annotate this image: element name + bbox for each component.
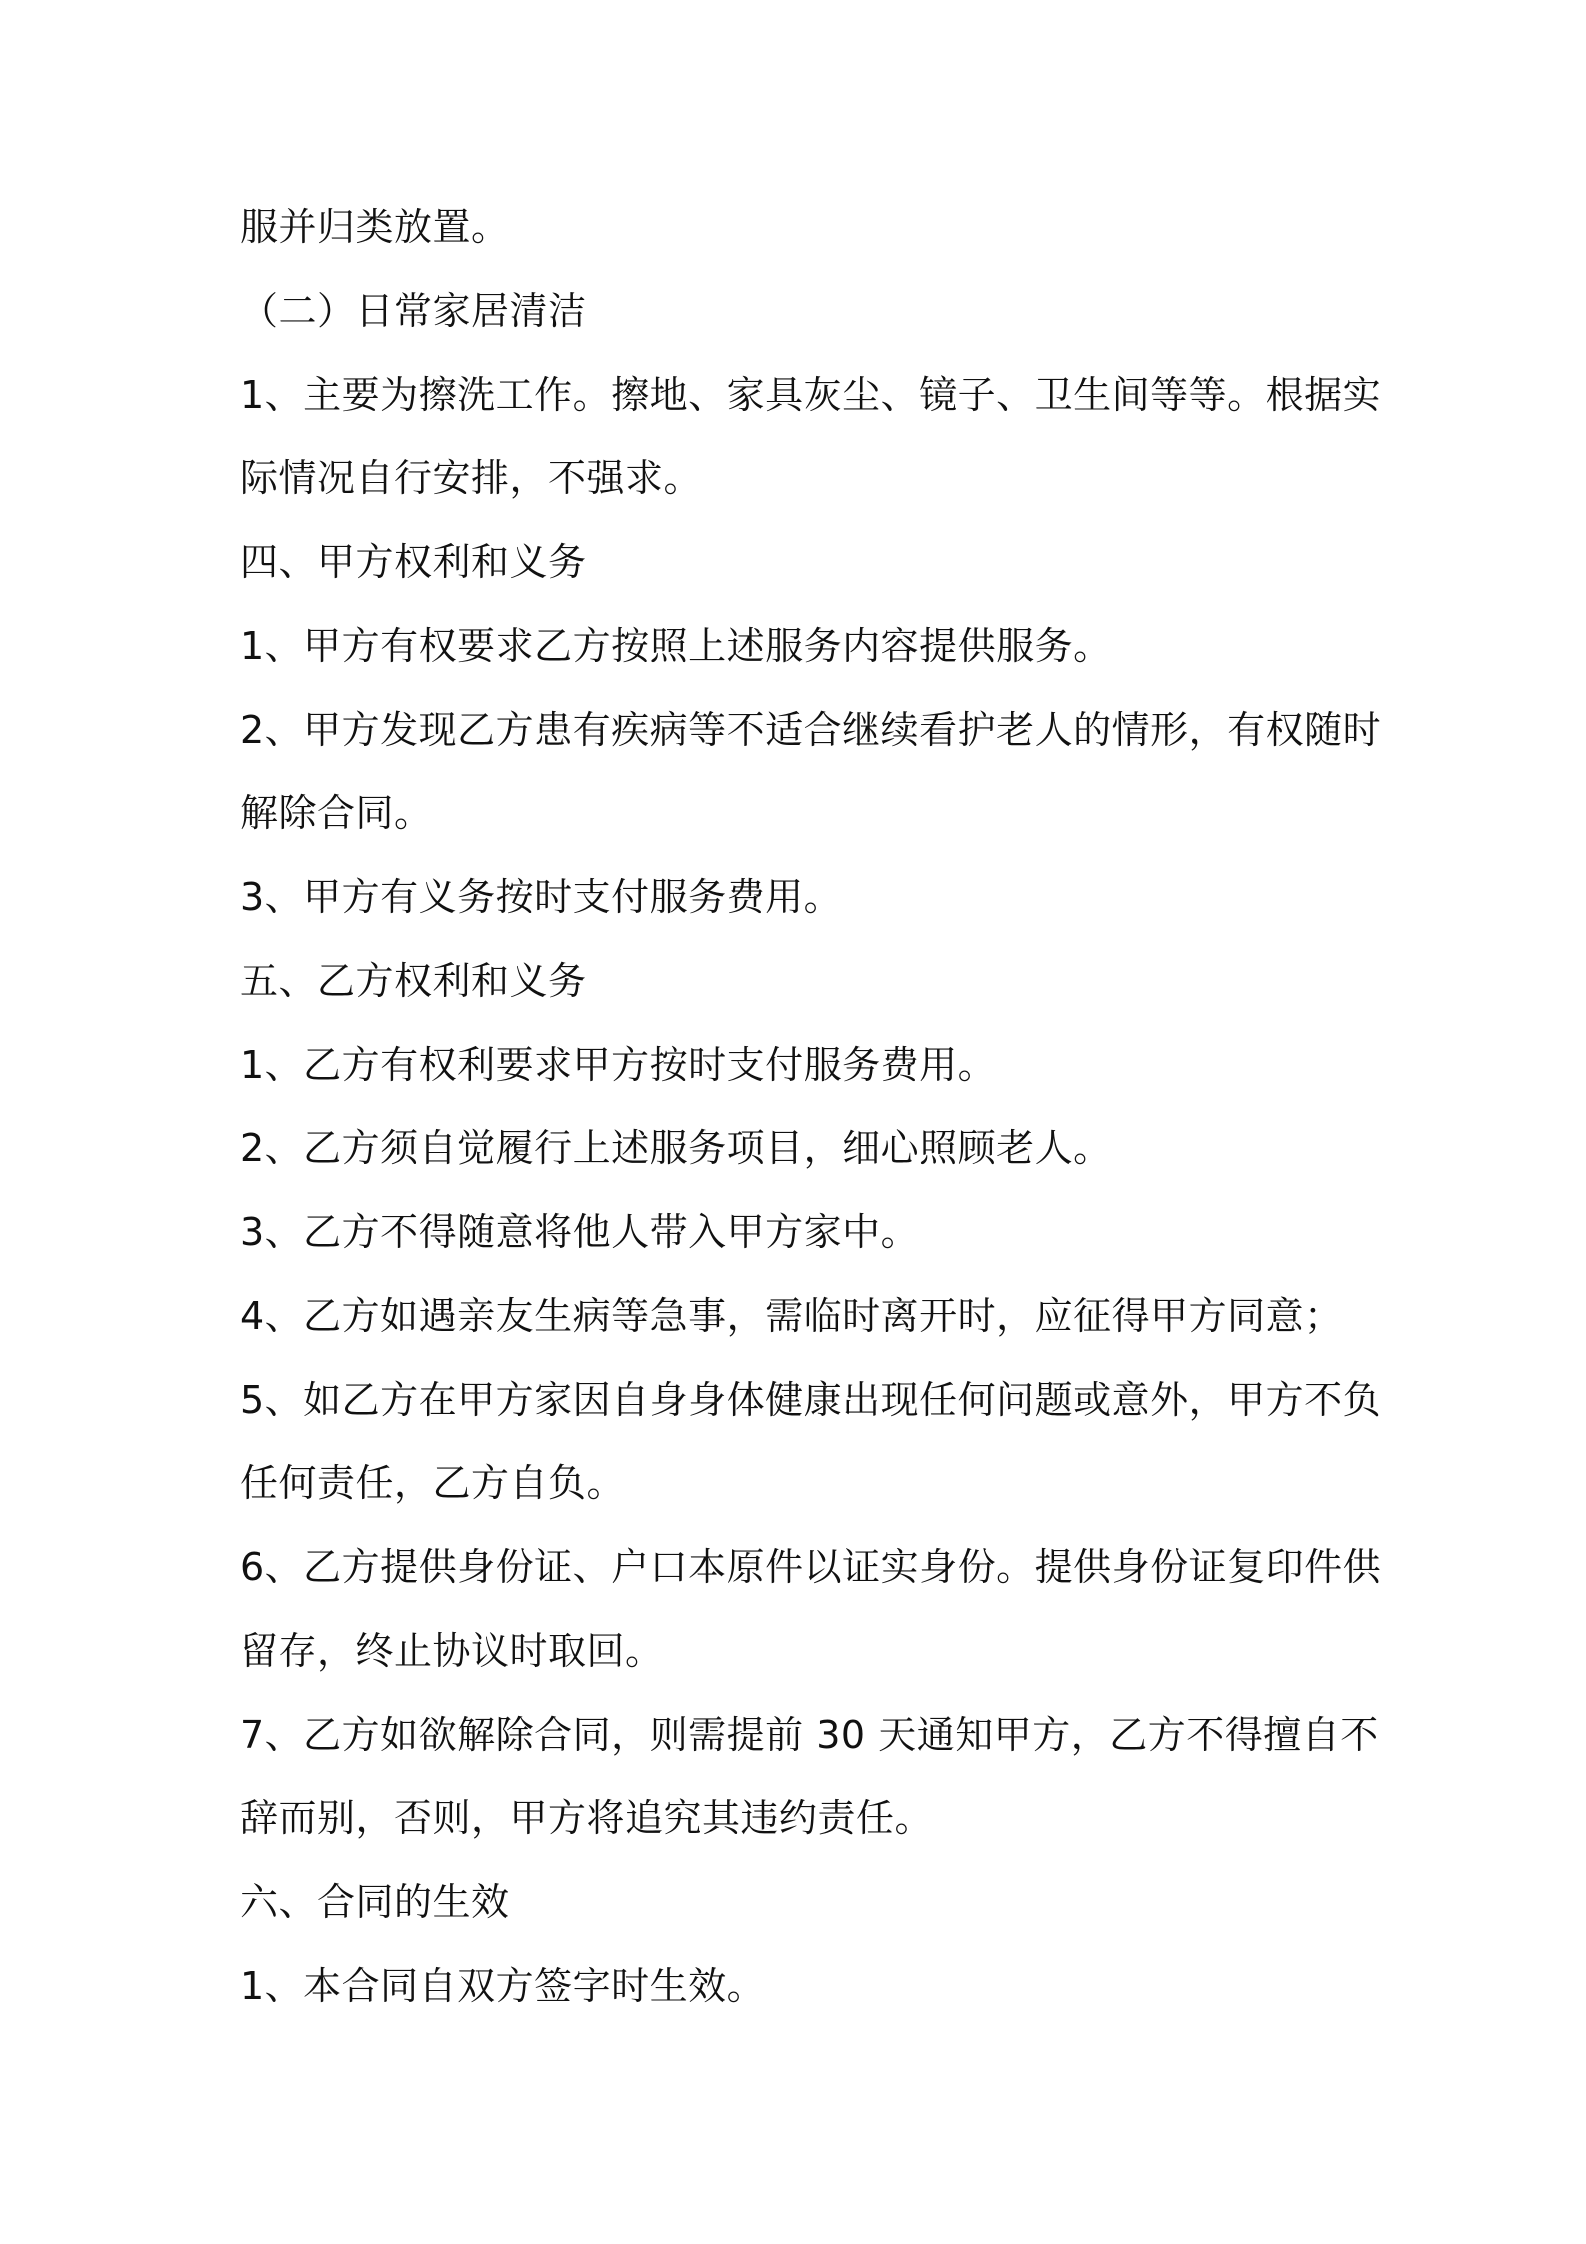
text-line: 留存，终止协议时取回。 <box>240 1629 664 1673</box>
section-heading: 五、乙方权利和义务 <box>240 959 587 1003</box>
text-line: 3、乙方不得随意将他人带入甲方家中。 <box>240 1210 920 1254</box>
text-line: 7、乙方如欲解除合同，则需提前 30 天通知甲方，乙方不得擅自不 <box>240 1713 1379 1757</box>
text-line: 2、甲方发现乙方患有疾病等不适合继续看护老人的情形，有权随时 <box>240 708 1382 752</box>
text-line: 任何责任，乙方自负。 <box>240 1461 626 1505</box>
section-heading: 四、甲方权利和义务 <box>240 540 587 584</box>
text-line: 1、甲方有权要求乙方按照上述服务内容提供服务。 <box>240 624 1112 668</box>
text-line: 2、乙方须自觉履行上述服务项目，细心照顾老人。 <box>240 1126 1112 1170</box>
text-line: 1、乙方有权利要求甲方按时支付服务费用。 <box>240 1043 997 1087</box>
text-line: 3、甲方有义务按时支付服务费用。 <box>240 875 843 919</box>
text-line: 辞而别，否则，甲方将追究其违约责任。 <box>240 1796 934 1840</box>
text-line: 5、如乙方在甲方家因自身身体健康出现任何问题或意外，甲方不负 <box>240 1378 1382 1422</box>
text-line: 6、乙方提供身份证、户口本原件以证实身份。提供身份证复印件供 <box>240 1545 1382 1589</box>
text-line: 解除合同。 <box>240 791 433 835</box>
text-line: 际情况自行安排，不强求。 <box>240 456 703 500</box>
text-line: 1、本合同自双方签字时生效。 <box>240 1964 766 2008</box>
section-heading: 六、合同的生效 <box>240 1880 510 1924</box>
text-line: 4、乙方如遇亲友生病等急事，需临时离开时，应征得甲方同意； <box>240 1294 1343 1338</box>
section-heading: （二）日常家居清洁 <box>240 289 587 333</box>
text-line: 服并归类放置。 <box>240 205 510 249</box>
text-line: 1、主要为擦洗工作。擦地、家具灰尘、镜子、卫生间等等。根据实 <box>240 373 1382 417</box>
